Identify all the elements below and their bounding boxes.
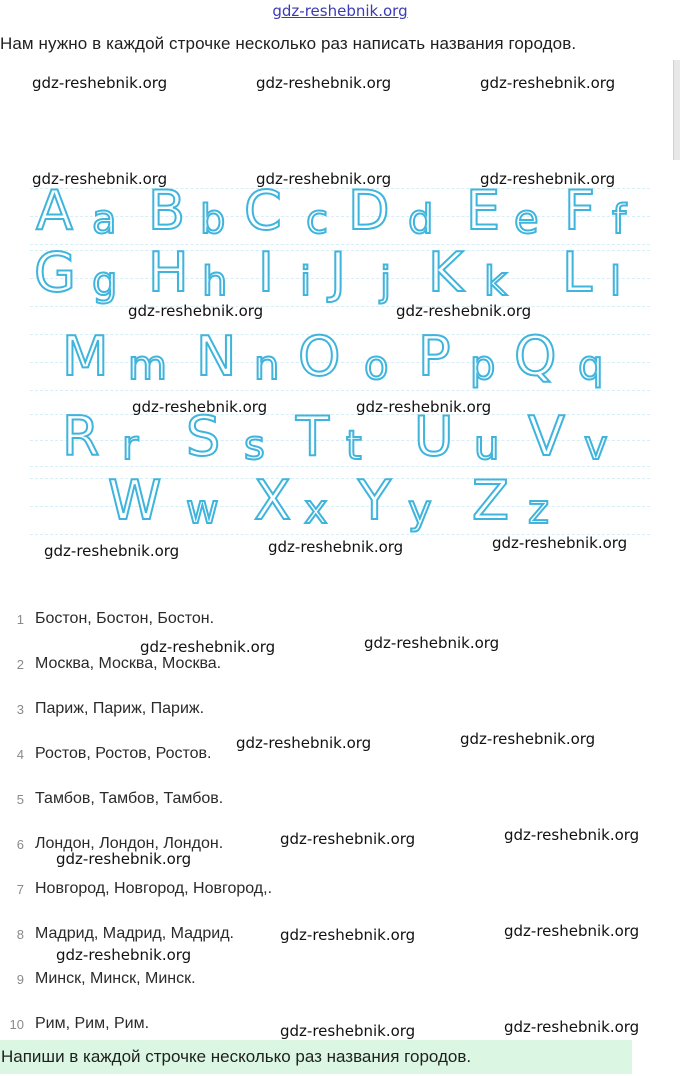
letter-upper-d: D [348, 179, 390, 242]
city-list-item [0, 742, 211, 766]
city-line-text: Новгород, Новгород, Новгород,. [35, 880, 273, 897]
line-number: 5 [16, 791, 24, 807]
footer-banner [0, 1040, 632, 1074]
line-number: 6 [16, 836, 24, 852]
city-line-text: Париж, Париж, Париж. [35, 700, 205, 717]
line-number: 9 [16, 971, 24, 987]
watermark-text: gdz-reshebnik.org [256, 74, 392, 92]
letter-lower-j: j [380, 259, 392, 305]
city-list-item [0, 787, 223, 811]
letter-lower-e: e [514, 197, 539, 243]
city-list-item [0, 877, 272, 901]
watermark-text: gdz-reshebnik.org [396, 302, 532, 320]
letter-lower-b: b [200, 197, 226, 243]
city-list-item [0, 1012, 149, 1036]
watermark-text: gdz-reshebnik.org [56, 946, 192, 964]
letter-upper-j: J [330, 241, 346, 304]
city-list-item [0, 922, 234, 946]
watermark-text: gdz-reshebnik.org [236, 734, 372, 752]
letter-lower-c: c [306, 197, 328, 243]
handwriting-guide-line [30, 306, 650, 307]
site-link[interactable]: gdz-reshebnik.org [272, 2, 408, 20]
handwriting-guide-line [30, 216, 650, 217]
watermark-text: gdz-reshebnik.org [32, 74, 168, 92]
letter-upper-p: P [418, 325, 451, 388]
letter-upper-a: A [36, 179, 73, 242]
letter-upper-u: U [414, 405, 454, 468]
letter-upper-q: Q [514, 325, 557, 388]
city-list-item [0, 652, 221, 676]
intro-text: Нам нужно в каждой строчке несколько раз написать названия городов. [0, 34, 577, 53]
letter-lower-v: v [584, 423, 608, 469]
line-number: 3 [16, 701, 24, 717]
watermark-text: gdz-reshebnik.org [280, 1022, 416, 1040]
letter-lower-k: k [484, 259, 508, 305]
letter-upper-g: G [34, 241, 76, 304]
letter-upper-n: N [196, 325, 237, 388]
letter-lower-w: w [186, 487, 219, 533]
letter-lower-a: a [92, 197, 117, 243]
watermark-text: gdz-reshebnik.org [504, 826, 640, 844]
letter-lower-z: z [528, 487, 549, 533]
handwriting-guide-line [30, 390, 650, 391]
letter-lower-n: n [254, 343, 280, 389]
watermark-text: gdz-reshebnik.org [480, 170, 616, 188]
line-number: 1 [16, 611, 24, 627]
watermark-text: gdz-reshebnik.org [492, 534, 628, 552]
letter-upper-s: S [186, 405, 221, 468]
letter-lower-y: y [408, 487, 432, 533]
line-number: 4 [16, 746, 24, 762]
line-number: 10 [9, 1016, 24, 1032]
city-list-item [0, 967, 196, 991]
letter-upper-r: R [62, 405, 100, 468]
watermark-text: gdz-reshebnik.org [280, 830, 416, 848]
letter-lower-i: i [300, 259, 312, 305]
city-line-text: Ростов, Ростов, Ростов. [35, 745, 212, 762]
letter-upper-o: O [298, 325, 341, 388]
letter-upper-y: Y [358, 469, 391, 532]
watermark-text: gdz-reshebnik.org [504, 922, 640, 940]
letter-lower-t: t [346, 423, 362, 469]
letter-upper-w: W [108, 469, 162, 532]
letter-upper-z: Z [472, 469, 509, 532]
scrollbar[interactable] [673, 60, 680, 160]
city-line-text: Тамбов, Тамбов, Тамбов. [35, 790, 224, 807]
letter-lower-o: o [364, 343, 389, 389]
letter-upper-h: H [148, 241, 189, 304]
city-line-text: Лондон, Лондон, Лондон. [35, 835, 224, 852]
letter-upper-b: B [148, 179, 186, 242]
letter-lower-p: p [470, 343, 496, 389]
line-number: 8 [16, 926, 24, 942]
city-list-item [0, 697, 204, 721]
letter-lower-r: r [122, 423, 139, 469]
letter-upper-t: T [296, 405, 329, 468]
city-line-text: Минск, Минск, Минск. [35, 970, 196, 987]
letter-lower-l: l [610, 259, 622, 305]
letter-upper-v: V [528, 405, 565, 468]
city-list-item [0, 832, 223, 856]
letter-upper-m: M [62, 325, 109, 388]
letter-upper-e: E [466, 179, 501, 242]
city-line-text: Рим, Рим, Рим. [35, 1015, 150, 1032]
watermark-text: gdz-reshebnik.org [132, 398, 268, 416]
watermark-text: gdz-reshebnik.org [280, 926, 416, 944]
city-line-text: Москва, Москва, Москва. [35, 655, 222, 672]
footer-text: Напиши в каждой строчке несколько раз названия городов. [1, 1047, 472, 1066]
line-number: 7 [16, 881, 24, 897]
watermark-text: gdz-reshebnik.org [128, 302, 264, 320]
line-number: 2 [16, 656, 24, 672]
city-line-text: Мадрид, Мадрид, Мадрид. [35, 925, 234, 942]
watermark-text: gdz-reshebnik.org [504, 1018, 640, 1036]
letter-upper-x: X [254, 469, 291, 532]
watermark-text: gdz-reshebnik.org [56, 850, 192, 868]
watermark-text: gdz-reshebnik.org [480, 74, 616, 92]
watermark-text: gdz-reshebnik.org [268, 538, 404, 556]
handwriting-guide-line [30, 188, 650, 189]
letter-lower-d: d [408, 197, 434, 243]
letter-lower-m: m [128, 343, 167, 389]
letter-lower-x: x [304, 487, 328, 533]
letter-upper-i: I [258, 241, 274, 304]
letter-lower-u: u [474, 423, 500, 469]
letter-lower-f: f [612, 197, 627, 243]
watermark-text: gdz-reshebnik.org [256, 170, 392, 188]
letter-lower-s: s [244, 423, 265, 469]
watermark-text: gdz-reshebnik.org [32, 170, 168, 188]
letter-lower-q: q [578, 343, 604, 389]
watermark-text: gdz-reshebnik.org [140, 638, 276, 656]
watermark-text: gdz-reshebnik.org [460, 730, 596, 748]
letter-upper-l: L [562, 241, 593, 304]
letter-upper-f: F [564, 179, 596, 242]
letter-lower-g: g [92, 259, 118, 305]
watermark-text: gdz-reshebnik.org [44, 542, 180, 560]
city-line-text: Бостон, Бостон, Бостон. [35, 610, 215, 627]
watermark-text: gdz-reshebnik.org [364, 634, 500, 652]
city-list-item [0, 607, 214, 631]
letter-upper-c: C [244, 179, 282, 242]
letter-lower-h: h [202, 259, 228, 305]
watermark-text: gdz-reshebnik.org [356, 398, 492, 416]
letter-upper-k: K [428, 241, 464, 304]
